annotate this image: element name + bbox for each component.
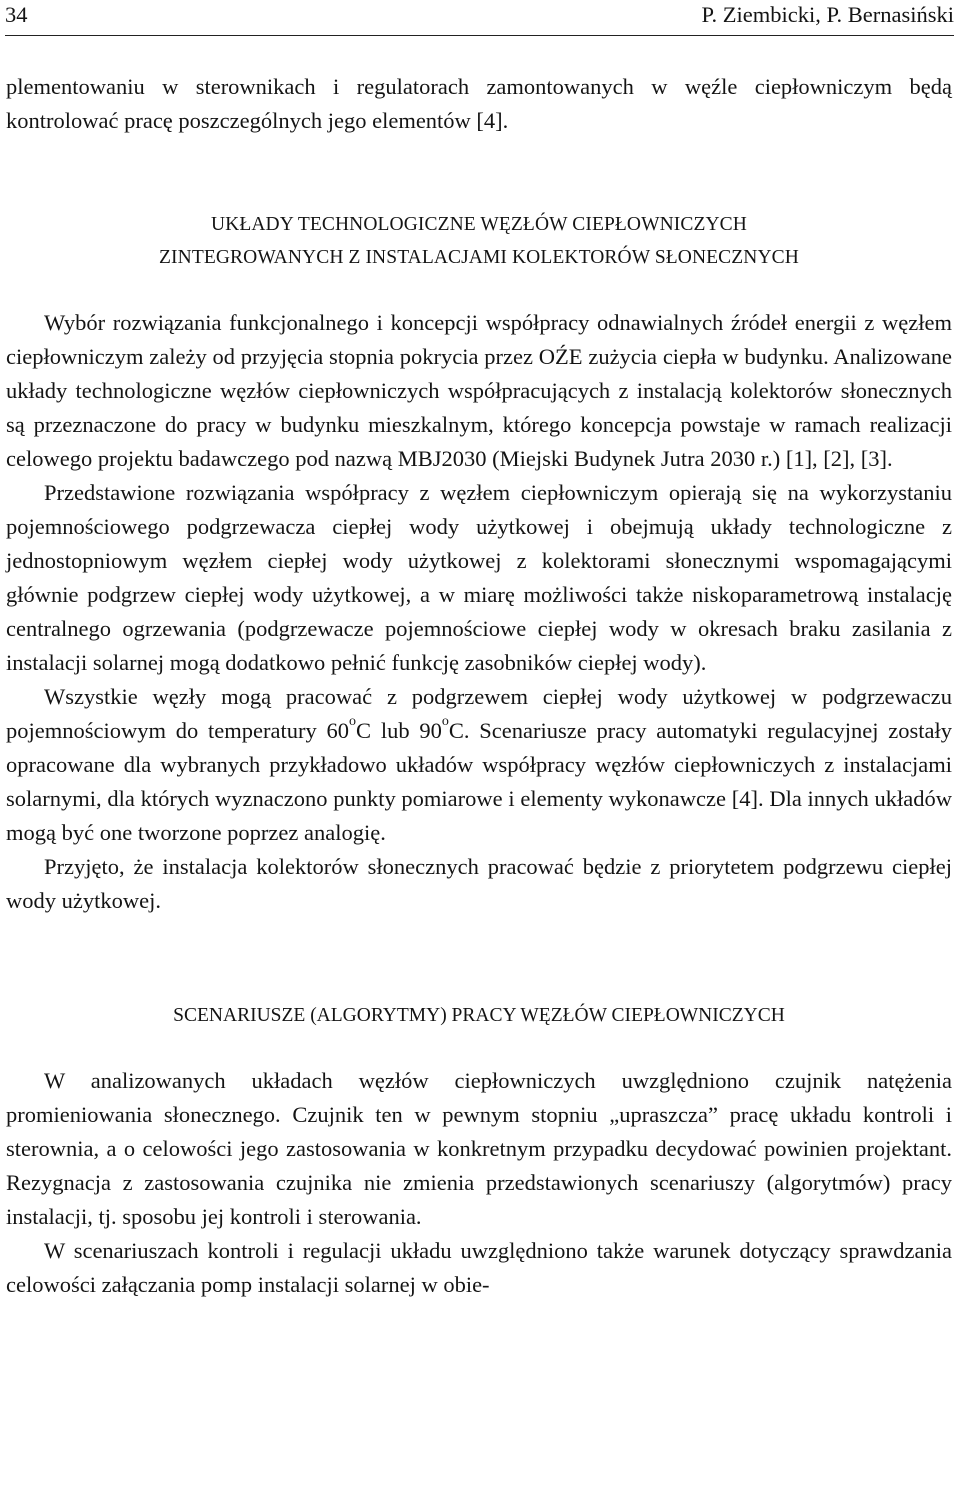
section-heading-1-line-2: ZINTEGROWANYCH Z INSTALACJAMI KOLEKTORÓW SŁONECZNYCH [159, 247, 799, 268]
section1-paragraph-3 [6, 680, 952, 850]
section-heading-2: SCENARIUSZE (ALGORYTMY) PRACY WĘZŁÓW CIEPŁOWNICZYCH [173, 1005, 785, 1026]
running-header [5, 0, 954, 36]
degree-sign-1: o [349, 714, 357, 729]
section-heading-1-line-1: UKŁADY TECHNOLOGICZNE WĘZŁÓW CIEPŁOWNICZYCH [211, 214, 747, 235]
section-heading-1 [6, 208, 952, 274]
section1-paragraph-1: Wybór rozwiązania funkcjonalnego i koncepcji współpracy odnawialnych źródeł energii z węzłem ciepłowniczym zależy od przyjęcia stopnia pokrycia przez OŹE zużycia ciepła w budynku. Analizowane układy technologiczne węzłów ciepłowniczych współpracujących z instalacją kolektorów słonecznych są przeznaczone do pracy w budynku mieszkalnym, którego koncepcja powstaje w ramach realizacji celowego projektu badawczego pod nazwą MBJ2030 (Miejski Budynek Jutra 2030 r.) [1], [2], [3]. [6, 310, 952, 471]
section1-paragraph-3-part-a: Wszystkie węzły mogą pracować z podgrzewem ciepłej wody użytkowej w podgrzewaczu pojemnościowym do temperatury 60 [6, 684, 952, 743]
section1-paragraph-4: Przyjęto, że instalacja kolektorów słonecznych pracować będzie z priorytetem podgrzewu ciepłej wody użytkowej. [6, 854, 952, 913]
running-head-authors: P. Ziembicki, P. Bernasiński [701, 2, 954, 27]
section1-paragraph-3-part-c: C. Scenariusze pracy automatyki regulacyjnej zostały opracowane dla wybranych przykładowo układów współpracy węzłów ciepłowniczych z instalacjami solarnymi, dla których wyznaczono punkty pomiarowe i elementy wykonawcze [4]. Dla innych układów mogą być one tworzone poprzez analogię. [6, 718, 952, 845]
section1-paragraph-2: Przedstawione rozwiązania współpracy z węzłem ciepłowniczym opierają się na wykorzystaniu pojemnościowego podgrzewacza ciepłej wody użytkowej i obejmują układy technologiczne z jednostopniowym węzłem ciepłej wody użytkowej z kolektorami słonecznymi wspomagającymi głównie podgrzew ciepłej wody użytkowej, a w miarę możliwości także niskoparametrową instalację centralnego ogrzewania (podgrzewacze pojemnościowe ciepłej wody w okresach braku zasilania z instalacji solarnej mogą dodatkowo pełnić funkcję zasobników ciepłej wody). [6, 480, 952, 675]
degree-sign-2: o [441, 714, 449, 729]
intro-paragraph: plementowaniu w sterownikach i regulatorach zamontowanych w węźle ciepłowniczym będą kontrolować pracę poszczególnych jego elementów [4]. [6, 74, 952, 133]
section1-paragraph-3-part-b: C lub 90 [356, 718, 442, 743]
page-body [6, 70, 952, 1302]
section2-paragraph-1: W analizowanych układach węzłów ciepłowniczych uwzględniono czujnik natężenia promieniowania słonecznego. Czujnik ten w pewnym stopniu „upraszcza” pracę układu kontroli i sterownia, a o celowości jego zastosowania w konkretnym przypadku decydować powinien projektant. Rezygnacja z zastosowania czujnika nie zmienia przedstawionych scenariuszy (algorytmów) pracy instalacji, tj. sposobu jej kontroli i sterowania. [6, 1068, 952, 1229]
section2-paragraph-2: W scenariuszach kontroli i regulacji układu uwzględniono także warunek dotyczący sprawdzania celowości załączania pomp instalacji solarnej w obie- [6, 1238, 952, 1297]
page-number: 34 [5, 2, 28, 27]
